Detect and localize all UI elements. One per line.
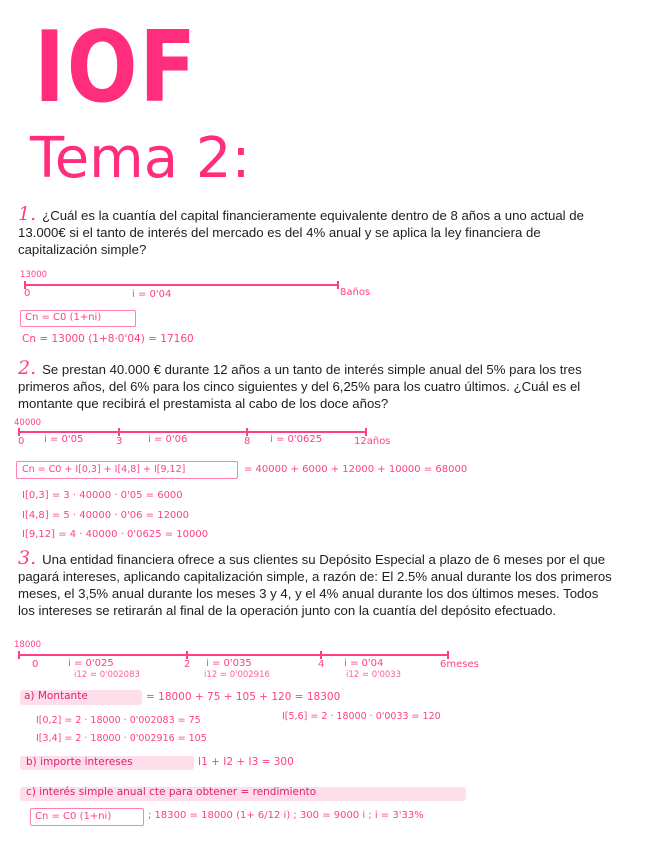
q3-text: Una entidad financiera ofrece a sus clientes su Depósito Especial a plazo de 6 meses por el que pagará intereses, aplicando capitalización simple, a razón de: El 2.5% anual durante los dos primeros meses, el 3,5% anual durante los meses 3 y 4, y el 4% anual durante los dos últimos meses. Todos los intereses se retirarán al final de la operación junto con la cuantía del depósito efectuado. [18, 552, 612, 618]
q2-text: Se prestan 40.000 € durante 12 años a un tanto de interés simple anual del 5% para los tres primeros años, del 6% para los cinco siguientes y del 6,25% para los cuatro últimos. ¿Cuál es el montante que recibirá el prestamista al cabo de los doce años? [18, 362, 582, 411]
q3-a-result: = 18000 + 75 + 105 + 120 = 18300 [146, 691, 341, 703]
q1-formula: Cn = C0 (1+ni) [25, 312, 102, 323]
q3-b-label: b) importe intereses [26, 756, 133, 768]
q2-statement [18, 357, 618, 412]
q2-tick-3 [118, 428, 120, 436]
q3-c-result: ; 18300 = 18000 (1+ 6/12 i) ; 300 = 9000 i ; i = 3'33% [148, 810, 424, 821]
q1-end: 8años [340, 287, 371, 298]
q2-tick-8 [246, 428, 248, 436]
q1-text: ¿Cuál es la cuantía del capital financieramente equivalente dentro de 8 años a uno actual de 13.000€ si el tanto de interés del mercado es del 4% anual y se aplica la ley financiera de capitalización simple? [18, 208, 584, 257]
q3-rate-3: i = 0'04 [344, 658, 384, 669]
q3-statement [18, 547, 618, 619]
q1-capital: 13000 [20, 270, 48, 280]
q2-calc-2: I[4,8] = 5 · 40000 · 0'06 = 12000 [22, 510, 190, 521]
q3-point-2: 2 [184, 659, 191, 670]
q2-result: = 40000 + 6000 + 12000 + 10000 = 68000 [244, 464, 468, 475]
q1-statement [18, 203, 618, 258]
q3-a-calc-1: I[0,2] = 2 · 18000 · 0'002083 = 75 [36, 715, 201, 726]
q3-rate-2: i = 0'035 [206, 658, 252, 669]
q3-tick-0 [18, 651, 20, 659]
q2-number: 2. [18, 357, 37, 379]
q3-capital: 18000 [14, 640, 42, 650]
q3-point-0: 0 [32, 659, 39, 670]
q3-rate-1: i = 0'025 [68, 658, 114, 669]
q3-tick-2 [186, 651, 188, 659]
q2-tick-0 [18, 428, 20, 436]
q3-subrate-2: i12 = 0'002916 [204, 670, 270, 680]
q3-tick-4 [320, 651, 322, 659]
q1-start: 0 [24, 288, 31, 299]
q1-number: 1. [18, 203, 37, 225]
q3-b-result: I1 + I2 + I3 = 300 [198, 756, 294, 768]
q3-number: 3. [18, 547, 37, 569]
q3-subrate-3: i12 = 0'0033 [346, 670, 402, 680]
q3-point-4: 4 [318, 659, 325, 670]
q2-point-8: 8 [244, 436, 251, 447]
q2-point-12: 12años [354, 436, 391, 447]
q1-rate: i = 0'04 [132, 289, 172, 300]
q2-calc-3: I[9,12] = 4 · 40000 · 0'0625 = 10000 [22, 529, 209, 540]
q3-tick-6 [447, 651, 449, 659]
q1-tick-end [337, 281, 339, 289]
course-title: IOF [34, 11, 198, 125]
q2-timeline [18, 431, 366, 433]
q2-formula: Cn = C0 + I[0,3] + I[4,8] + I[9,12] [22, 464, 186, 475]
q1-timeline [24, 284, 338, 286]
q3-c-label: c) interés simple anual cte para obtener = rendimiento [26, 786, 317, 798]
q2-calc-1: I[0,3] = 3 · 40000 · 0'05 = 6000 [22, 490, 183, 501]
q3-c-formula: Cn = C0 (1+ni) [35, 811, 112, 822]
q1-result: Cn = 13000 (1+8·0'04) = 17160 [22, 333, 194, 345]
q3-a-label: a) Montante [24, 690, 88, 702]
q2-point-3: 3 [116, 436, 123, 447]
q2-capital: 40000 [14, 418, 42, 428]
q2-rate-3: i = 0'0625 [270, 434, 323, 445]
q3-a-calc-3: I[3,4] = 2 · 18000 · 0'002916 = 105 [36, 733, 207, 744]
q2-tick-12 [365, 428, 367, 436]
q3-point-6: 6meses [440, 659, 479, 670]
topic-title: Tema 2: [30, 126, 251, 191]
q3-subrate-1: i12 = 0'002083 [74, 670, 140, 680]
q3-timeline [18, 654, 448, 656]
q2-point-0: 0 [18, 436, 25, 447]
q2-rate-2: i = 0'06 [148, 434, 188, 445]
q3-a-calc-2: I[5,6] = 2 · 18000 · 0'0033 = 120 [282, 711, 441, 722]
q2-rate-1: i = 0'05 [44, 434, 84, 445]
